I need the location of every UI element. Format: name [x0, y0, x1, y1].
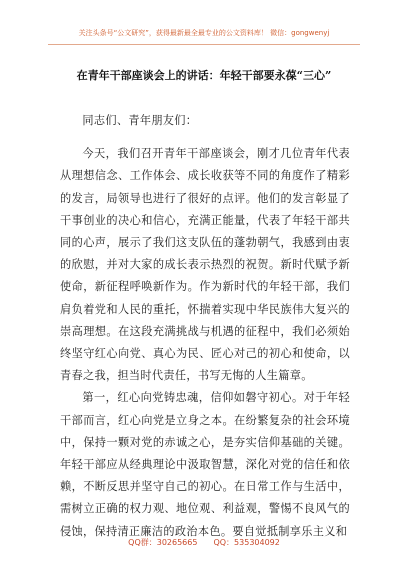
- body-paragraph: 第一，红心向党铸忠魂，信仰如磐守初心。对于年轻干部而言，红心向党是立身之本。在纷繁复杂的社会环境中，保持一颗对党的赤诚之心，是夯实信仰基础的关键。年轻干部应从经典理论中汲取智慧，深化对党的信任和依赖，不断反思并坚守自己的初心。在日常工作与生活中，需树立正确的权力观、地位观、利益观，警惕不良风气的侵蚀，保持清正廉洁的政治本色。要自觉抵制享乐主义和: [60, 391, 350, 538]
- body-paragraph: 今天，我们召开青年干部座谈会，刚才几位青年代表从理想信念、工作体会、成长收获等不同的角度作了精彩的发言，局领导也进行了很好的点评。他们的发言彰显了干事创业的决心和信心，充满正能量，代表了年轻干部共同的心声，展示了我们这支队伍的蓬勃朝气，我感到由衷的欣慰，并对大家的成长表示热烈的祝贺。新时代赋予新使命，新征程呼唤新作为。作为新时代的年轻干部，我们肩负着党和人民的重托，怀揣着实现中华民族伟大复兴的崇高理想。在这段充满挑战与机遇的征程中，我们必须始终坚守红心向党、真心为民、匠心对己的初心和使命，以青春之我，担当时代责任，书写无悔的人生篇章。: [60, 147, 350, 383]
- salutation: 同志们、青年朋友们：: [82, 114, 198, 127]
- page-header-banner: 关注头条号“公文研究”，获得最新最全最专业的公文资料库！ 微信：gongwenyj: [78, 29, 330, 37]
- page-footer-contacts: QQ群：30265665 QQ：535304092: [128, 538, 280, 547]
- document-body: [60, 110, 350, 543]
- document-title: 在青年干部座谈会上的讲话：年轻干部要永葆“三心”: [76, 69, 332, 82]
- header-divider: [48, 44, 360, 45]
